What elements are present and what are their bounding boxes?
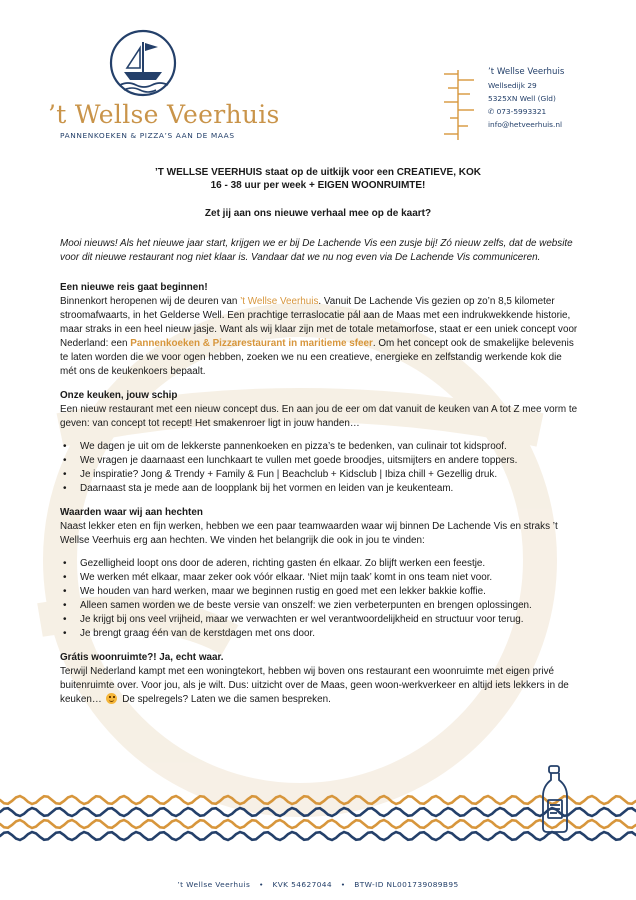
text-fragment: Binnenkort heropenen wij de deuren van [60,296,241,307]
contact-name: ’t Wellse Veerhuis [488,67,565,77]
list-item: • Alleen samen worden we de beste versie van onszelf: we zien verbeterpunten en brengen oplossingen. [60,599,580,613]
kitchen-bullet-list [60,440,580,496]
list-item: • We houden van hard werken, maar we beginnen rustig en goed met een lekker bakkie koffie. [60,585,580,599]
headline-line-2: 16 - 38 uur per week + EIGEN WOONRUIMTE! [210,180,426,191]
page-footer [0,880,636,889]
section-title-kitchen: Onze keuken, jouw schip [60,390,178,401]
footer-kvk: KVK 54627044 [272,880,332,889]
headline-question: Zet jij aan ons nieuwe verhaal mee op de kaart? [204,208,432,219]
separator-dot: • [340,880,346,889]
contact-city: 5325XN Well (Gld) [488,94,556,103]
list-item: • Je krijgt bij ons veel vrijheid, maar we verwachten er wel verantwoordelijkheid en structuur voor terug. [60,613,580,627]
separator-dot: • [258,880,264,889]
section-title-new-journey: Een nieuwe reis gaat beginnen! [60,282,208,293]
job-headline [0,166,636,192]
document-body [60,237,580,707]
smiley-icon [106,693,117,704]
values-bullet-list [60,557,580,641]
contact-phone[interactable]: 073-5993321 [496,107,547,116]
contact-street: Wellsedijk 29 [488,81,537,90]
section-title-values: Waarden waar wij aan hechten [60,507,203,518]
intro-paragraph: Mooi nieuws! Als het nieuwe jaar start, krijgen we er bij De Lachende Vis een zusje bij! Zó nieuw zelfs, dat de website voor dit nieuwe restaurant nog niet klaar is. Vandaar dat we nu nog even via De Lachende Vis communiceren. [60,238,573,263]
text-fragment: De spelregels? Laten we die samen bespreken. [119,694,331,705]
list-item: • Daarnaast sta je mede aan de loopplank bij het vormen en leiden van je keukenteam. [60,482,580,496]
phone-icon: ✆ [488,107,495,116]
text-fragment: Terwijl Nederland kampt met een woningtekort, hebben wij boven ons restaurant een woonruimte met eigen privé buitenruimte over. Voor jou, als je wilt. Dus: uitzicht over de Maas, geen woon-werkverkeer en altijd iets lekkers in de keuken… [60,666,569,705]
list-item: • Je brengt graag één van de kerstdagen met ons door. [60,627,580,641]
list-item: • We werken mét elkaar, maar zeker ook vóór elkaar. ‘Niet mijn taak’ komt in ons team niet voor. [60,571,580,585]
ship-emblem-icon [108,28,178,98]
section-kitchen-text: Een nieuw restaurant met een nieuw concept dus. En aan jou de eer om dat vanuit de keuken van A tot Z mee vorm te geven: van concept tot recept! Het smakenroer ligt in jouw handen… [60,404,578,429]
brand-name: ’t Wellse Veerhuis [48,100,280,129]
section-housing-text [60,665,580,707]
list-item: • Gezelligheid loopt ons door de aderen, richting gasten én elkaar. Zo blijft werken een feestje. [60,557,580,571]
concept-highlight: Pannenkoeken & Pizzarestaurant in maritieme sfeer [130,338,373,349]
footer-name: ’t Wellse Veerhuis [177,880,251,889]
contact-email[interactable]: info@hetveerhuis.nl [488,120,563,129]
brand-tagline: PANNENKOEKEN & PIZZA’S AAN DE MAAS [60,131,235,140]
decorative-lines-icon [444,70,476,140]
section-values-text: Naast lekker eten en fijn werken, hebben we een paar teamwaarden waar wij binnen De Lachende Vis en straks ’t Wellse Veerhuis erg aan hechten. We vinden het belangrijk die ook in jou te vinden: [60,521,558,546]
headline-line-1: ’T WELLSE VEERHUIS staat op de uitkijk voor een CREATIEVE, KOK [155,167,481,178]
message-bottle-icon [537,764,587,836]
restaurant-name-highlight: ’t Wellse Veerhuis [240,296,319,307]
contact-phone-line [488,105,564,118]
list-item: • We vragen je daarnaast een lunchkaart te vullen met goede broodjes, uitsmijters en andere toppers. [60,454,580,468]
text-fragment: . Vanuit De Lachende Vis gezien op zo’n 8,5 kilometer stroomafwaarts, in het Gelderse Well. Een prachtige terraslocatie pál aan de Maas met een indrukwekkende historie, maar straks in een heel nieuw jasje. Want als wij klaar zijn met de totale metamorfose, staat er een uniek concept voor Nederland: een [60,296,578,349]
section-new-journey-text [60,295,580,379]
list-item: • Je inspiratie? Jong & Trendy + Family & Fun | Beachclub + Kidsclub | Ibiza chill + Gezellig druk. [60,468,580,482]
list-item: • We dagen je uit om de lekkerste pannenkoeken en pizza’s te bedenken, van culinair tot kidsproof. [60,440,580,454]
footer-btw: BTW-ID NL001739089B95 [354,880,459,889]
text-fragment: . Om het concept ook de smakelijke belevenis te laten worden die we voor ogen hebben, zoeken we nu een creatieve, energieke en zelfstandig werkende kok die mét ons de keukenkoers bepaalt. [60,338,574,377]
section-title-housing: Grátis woonruimte?! Ja, echt waar. [60,652,224,663]
